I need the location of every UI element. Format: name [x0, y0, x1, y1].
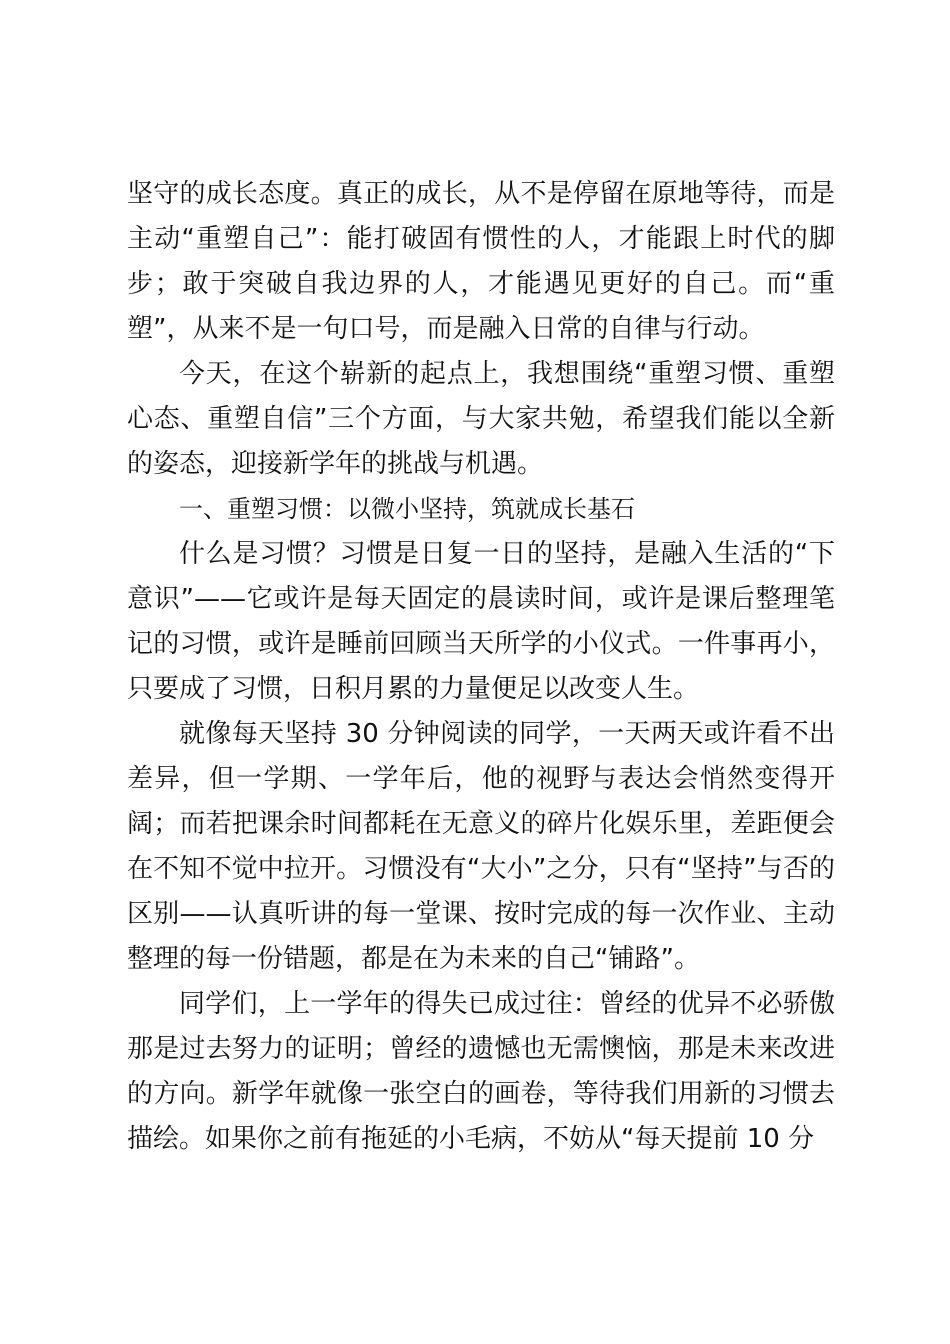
paragraph-intro: 今天，在这个崭新的起点上，我想围绕“重塑习惯、重塑心态、重塑自信”三个方面，与大家共勉，希望我们能以全新的姿态，迎接新学年的挑战与机遇。	[127, 359, 835, 479]
document-body	[127, 172, 835, 1162]
section-heading: 一、重塑习惯：以微小坚持，筑就成长基石	[179, 495, 635, 523]
paragraph-reading-example: 就像每天坚持 30 分钟阅读的同学，一天两天或许看不出差异，但一学期、一学年后，他的视野与表达会悄然变得开阔；而若把课余时间都耗在无意义的碎片化娱乐里，差距便会在不知不觉中拉开。习惯没有“大小”之分，只有“坚持”与否的区别——认真听讲的每一堂课、按时完成的每一次作业、主动整理的每一份错题，都是在为未来的自己“铺路”。	[127, 719, 835, 974]
paragraph-habit-definition: 什么是习惯？习惯是日复一日的坚持，是融入生活的“下意识”——它或许是每天固定的晨读时间，或许是课后整理笔记的习惯，或许是睡前回顾当天所学的小仪式。一件事再小，只要成了习惯，日积月累的力量便足以改变人生。	[127, 539, 835, 704]
paragraph-continuation: 坚守的成长态度。真正的成长，从不是停留在原地等待，而是主动“重塑自己”：能打破固有惯性的人，才能跟上时代的脚步；敢于突破自我边界的人，才能遇见更好的自己。而“重塑”，从来不是一句口号，而是融入日常的自律与行动。	[127, 179, 835, 344]
paragraph-new-year: 同学们，上一学年的得失已成过往：曾经的优异不必骄傲那是过去努力的证明；曾经的遗憾也无需懊恼，那是未来改进的方向。新学年就像一张空白的画卷，等待我们用新的习惯去描绘。如果你之前有拖延的小毛病，不妨从“每天提前 10 分	[127, 989, 835, 1154]
